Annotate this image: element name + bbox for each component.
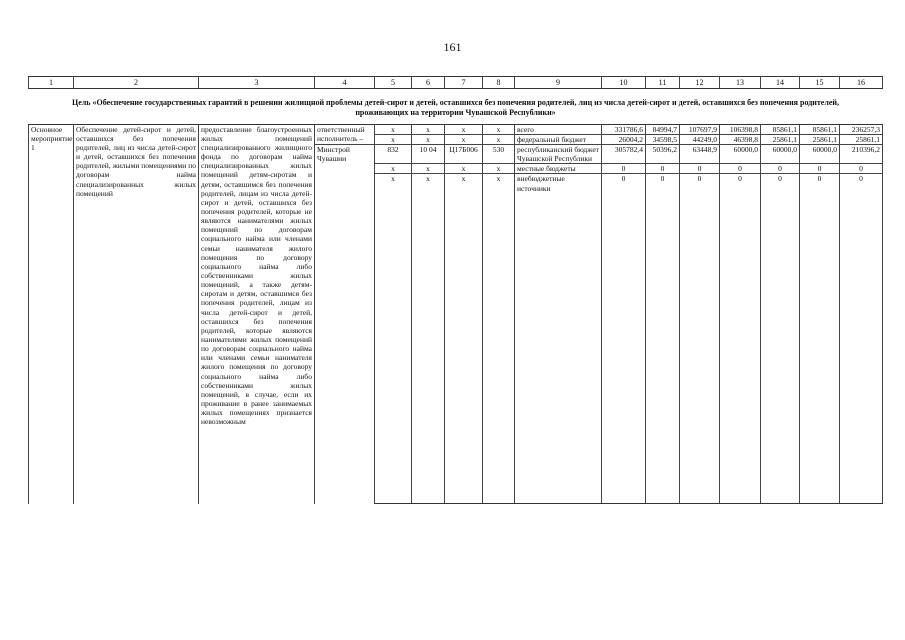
table-row: [29, 124, 883, 134]
cell-value: 0: [680, 174, 720, 504]
column-number: 11: [646, 77, 680, 89]
cell-section: x: [412, 124, 445, 134]
cell-source: местные бюджеты: [515, 164, 602, 174]
cell-grbs: 832: [375, 145, 412, 164]
goal-heading: Цель «Обеспечение государственных гарантий в решении жилищной проблемы детей-сирот и детей, оставшихся без попечения родителей, лиц из числа детей-сирот и детей, оставшихся без попечения родителей, проживающих на территории Чувашской Республики»: [71, 98, 840, 118]
cell-value: 60000,0: [761, 145, 800, 164]
cell-target: x: [445, 124, 483, 134]
cell-value: 0: [602, 164, 646, 174]
column-number: 13: [720, 77, 761, 89]
column-number: 12: [680, 77, 720, 89]
column-number: 1: [29, 77, 74, 89]
cell-grbs: x: [375, 134, 412, 144]
cell-target: Ц17Б006: [445, 145, 483, 164]
cell-target: x: [445, 134, 483, 144]
cell-value: 60000,0: [800, 145, 840, 164]
cell-section: x: [412, 164, 445, 174]
cell-source: республиканский бюджет Чувашской Республики: [515, 145, 602, 164]
cell-value: 0: [840, 174, 883, 504]
column-number: 5: [375, 77, 412, 89]
column-number: 16: [840, 77, 883, 89]
cell-section: 10 04: [412, 145, 445, 164]
cell-value: 84994,7: [646, 124, 680, 134]
cell-section: x: [412, 174, 445, 504]
cell-grbs: x: [375, 174, 412, 504]
cell-value: 0: [840, 164, 883, 174]
column-number: 6: [412, 77, 445, 89]
column-number: 3: [199, 77, 315, 89]
cell-target: x: [445, 174, 483, 504]
cell-value: 60000,0: [720, 145, 761, 164]
cell-value: 305782,4: [602, 145, 646, 164]
cell-value: 0: [720, 164, 761, 174]
goal-row: [29, 89, 883, 125]
cell-source: федеральный бюджет: [515, 134, 602, 144]
column-number: 4: [315, 77, 375, 89]
cell-value: 63448,9: [680, 145, 720, 164]
cell-value: 25861,1: [761, 134, 800, 144]
cell-value: 106398,8: [720, 124, 761, 134]
cell-expense-type: x: [483, 164, 515, 174]
cell-value: 85861,1: [761, 124, 800, 134]
cell-value: 210396,2: [840, 145, 883, 164]
cell-value: 0: [800, 174, 840, 504]
cell-value: 85861,1: [800, 124, 840, 134]
activity-description: предоставление благоустроенных жилых помещений специализированного жилищного фонда по договорам найма специализированных жилых помещений детям-сиротам и детям, оставшимся без попечения родителей, лицам из числа детей-сирот и детей, оставшихся без попечения родителей, которые не являются нанимателями жилых помещений по договорам социального найма или членами семьи нанимателя жилого помещения по договору социального найма либо собственниками жилых помещений, а также детям-сиротам и детям, оставшимся без попечения родителей, лицам из числа детей-сирот и детей, оставшихся без попечения родителей, которые являются нанимателями жилых помещений по договорам социального найма или членами семьи нанимателя жилого помещения по договору социального найма либо собственниками жилых помещений, в случае, если их проживание в ранее занимаемых жилых помещениях признается невозможным: [199, 124, 315, 504]
cell-expense-type: x: [483, 174, 515, 504]
column-number: 9: [515, 77, 602, 89]
cell-section: x: [412, 134, 445, 144]
cell-value: 0: [720, 174, 761, 504]
column-number: 10: [602, 77, 646, 89]
cell-value: 0: [602, 174, 646, 504]
cell-value: 26004,2: [602, 134, 646, 144]
cell-expense-type: x: [483, 124, 515, 134]
cell-value: 0: [646, 164, 680, 174]
page-number: 161: [443, 40, 462, 54]
cell-value: 0: [761, 164, 800, 174]
activity-type: Основное мероприятие 1: [29, 124, 74, 504]
cell-value: 0: [680, 164, 720, 174]
activity-name: Обеспечение детей-сирот и детей, оставшихся без попечения родителей, лиц из числа детей-сирот и детей, оставшихся без попечения родителей, жилыми помещениями по договорам найма специализированных жилых помещений: [74, 124, 199, 504]
cell-value: 25861,1: [840, 134, 883, 144]
column-number: 8: [483, 77, 515, 89]
column-number: 2: [74, 77, 199, 89]
column-number: 15: [800, 77, 840, 89]
cell-value: 50396,2: [646, 145, 680, 164]
cell-source: всего: [515, 124, 602, 134]
cell-expense-type: x: [483, 134, 515, 144]
cell-value: 331786,6: [602, 124, 646, 134]
cell-source: внебюджетные источники: [515, 174, 602, 504]
cell-expense-type: 530: [483, 145, 515, 164]
column-number: 7: [445, 77, 483, 89]
cell-value: 34598,5: [646, 134, 680, 144]
cell-value: 236257,3: [840, 124, 883, 134]
cell-value: 25861,1: [800, 134, 840, 144]
cell-value: 0: [761, 174, 800, 504]
cell-target: x: [445, 164, 483, 174]
cell-grbs: x: [375, 124, 412, 134]
cell-value: 107697,9: [680, 124, 720, 134]
column-number-row: [29, 77, 883, 89]
program-table: [28, 76, 883, 504]
cell-value: 0: [646, 174, 680, 504]
cell-value: 44249,0: [680, 134, 720, 144]
ministry-name: Минстрой Чувашии: [315, 145, 375, 504]
cell-grbs: x: [375, 164, 412, 174]
cell-value: 46398,8: [720, 134, 761, 144]
cell-value: 0: [800, 164, 840, 174]
column-number: 14: [761, 77, 800, 89]
responsible-executor: ответственный исполнитель –: [315, 124, 375, 144]
